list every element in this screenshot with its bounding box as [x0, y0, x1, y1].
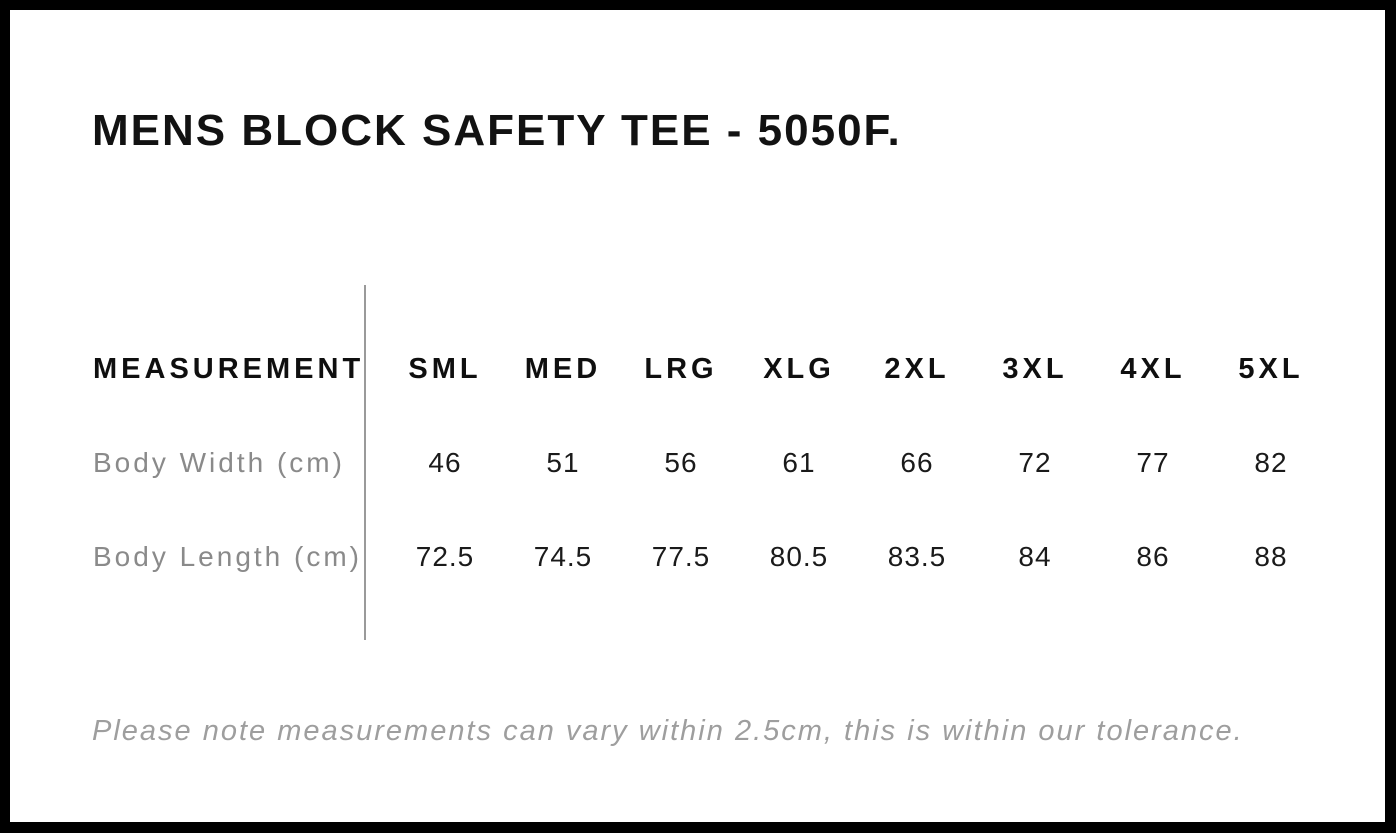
column-header-xlg: XLG — [763, 352, 835, 385]
size-chart-table — [93, 322, 1330, 604]
body-width-value-4xl: 77 — [1136, 447, 1170, 478]
column-header-5xl: 5XL — [1238, 352, 1304, 385]
body-length-value-2xl: 83.5 — [887, 541, 947, 572]
row-label-body-length: Body Length (cm) — [93, 541, 362, 572]
body-length-value-sml: 72.5 — [415, 541, 475, 572]
row-label-body-width: Body Width (cm) — [93, 447, 345, 478]
body-length-value-xlg: 80.5 — [769, 541, 829, 572]
column-header-lrg: LRG — [644, 352, 718, 385]
body-width-value-sml: 46 — [428, 447, 462, 478]
column-header-med: MED — [524, 352, 602, 385]
column-header-sml: SML — [408, 352, 482, 385]
column-header-4xl: 4XL — [1120, 352, 1186, 385]
column-header-measurement: MEASUREMENT — [93, 352, 365, 385]
body-width-value-2xl: 66 — [900, 447, 934, 478]
body-width-value-3xl: 72 — [1018, 447, 1052, 478]
body-width-value-xlg: 61 — [782, 447, 816, 478]
body-length-value-lrg: 77.5 — [651, 541, 711, 572]
column-divider-line — [364, 285, 366, 640]
body-length-value-3xl: 84 — [1018, 541, 1052, 572]
body-width-value-5xl: 82 — [1254, 447, 1288, 478]
body-width-value-med: 51 — [546, 447, 580, 478]
body-length-value-4xl: 86 — [1136, 541, 1170, 572]
body-length-value-5xl: 88 — [1254, 541, 1288, 572]
body-width-value-lrg: 56 — [664, 447, 698, 478]
tolerance-note: Please note measurements can vary within 2.5cm, this is within our tolerance. — [92, 715, 1244, 747]
page-title: MENS BLOCK SAFETY TEE - 5050F. — [92, 106, 902, 155]
column-header-2xl: 2XL — [884, 352, 950, 385]
body-length-value-med: 74.5 — [533, 541, 593, 572]
size-chart-grid — [93, 322, 1330, 604]
column-header-3xl: 3XL — [1002, 352, 1068, 385]
